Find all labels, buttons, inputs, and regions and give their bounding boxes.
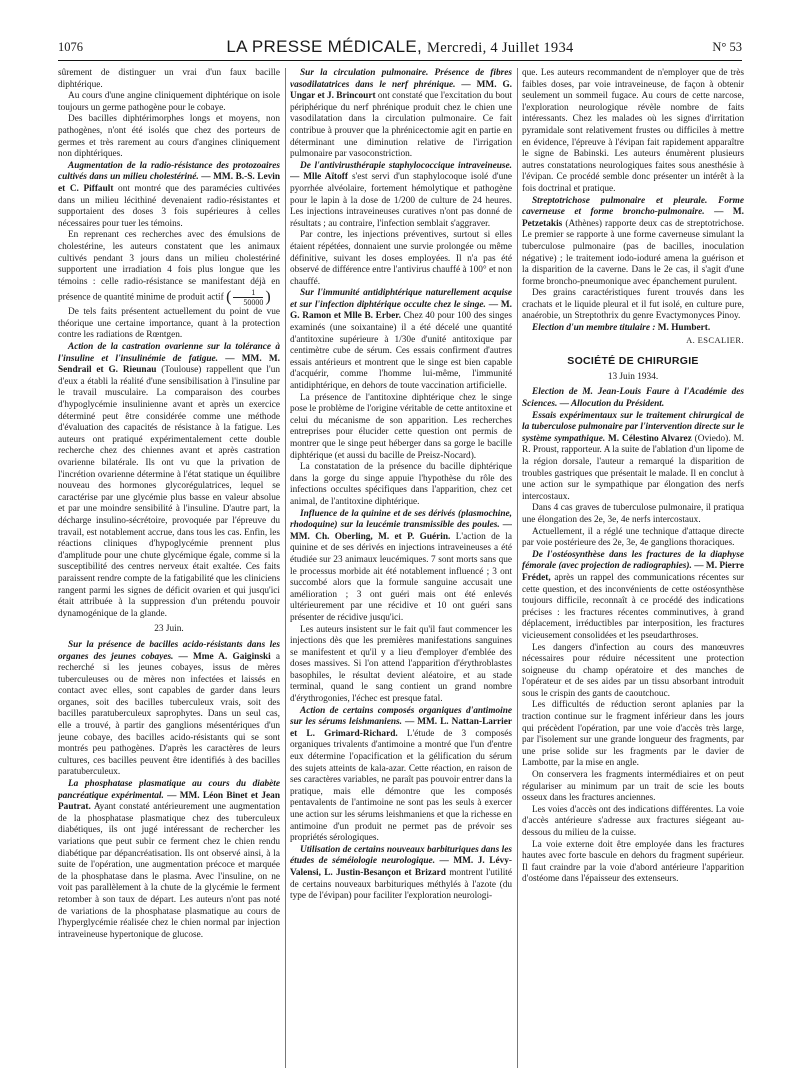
article-title: Action de certains composés organiques d'antimoine sur les sérums leishmaniens. [290,705,512,728]
election-note [522,323,744,335]
paragraph: Actuellement, il a réglé une technique d'attaque directe par voie postérieure des 2e, 3e, 4e ganglions thoraciques. [522,526,744,549]
paragraph-text: En reprenant ces recherches avec des émulsions de cholestérine, les auteurs constatent que les animaux cultivés pendant 3 jours dans un milieu cholestériné supportent une irradiation 4 fois plus longue que les témoins : celle radio-résistance se manifestant déjà en présence de quantité minime de produit actif [58,230,280,303]
fraction-numerator: 1 [233,288,263,298]
article [522,550,744,643]
article-title: Augmentation de la radio-résistance des protozoaires cultivés dans un milieu cholestériné. [58,160,280,183]
elected-member: M. Humbert. [657,323,711,334]
session-date: 23 Juin. [154,624,184,635]
article [58,779,280,941]
article-title: Sur la présence de bacilles acido-résistants dans les organes des jeunes cobayes. [58,639,280,662]
article-text: Chez 40 pour 100 des singes examinés (une soixantaine) il a été décelé une quantité d'antitoxine supérieure à 1/30e d'unité antitoxique par centimètre cube de sérum. Ces essais confirment d'autres essais antérieurs et montrent que le singe est bien capable d'acquérir, comme l'homme lui-même, l'immunité antidiphtérique, en dehors de toute vaccination artificielle. [290,311,512,392]
column-rule [517,68,518,1068]
issue-date: Mercredi, 4 Juillet 1934 [427,40,574,56]
article-text: Ayant constaté antérieurement une augmentation de la phosphatase plasmatique chez des tuberculeux diabétiques, ils ont jugé intéressant de rechercher les variations que peut subir ce ferment chez le chien rendu diabétique par dépancréatisation. Ils ont observé ainsi, à la suite de l'opération, une augmentation précoce et marquée de la phosphatase dans le plasma. Avec l'insuline, on ne voit pas parallèlement à la chute de la glycémie le ferment retomber à son taux de départ. Les auteurs n'ont pas noté de variations de la phosphatase plasmatique au cours de l'hyperglycémie réalisée chez le chien normal par injection intraveineuse hypertonique de glucose. [58,802,280,940]
article-authors: M. Célestino Alvarez [608,433,692,444]
article-text: après un rappel des communications récentes sur cette question, et des inconvénients de cette ostéosynthèse toujours difficile, reconnaît à ce procédé des indications précises : les fractures récentes comminutives, à grand déplacement, irréductibles par interposition, les fractures vicieusement consolidées et les pseudarthroses. [522,572,744,641]
paragraph [58,230,280,307]
article-title: Utilisation de certains nouveaux barbituriques dans les études de séméiologie neurologique. [290,844,512,867]
paragraph: Des grains caractéristiques furent trouvés dans les crachats et le liquide pleural et il fut isolé, en culture pure, anaérobie, un Streptothrix du genre Evactymonyces Pinoy. [522,288,744,322]
signature: A. ESCALIER. [686,334,744,345]
article-authors: — M. G. Ramon et Mlle B. Erber. [290,299,512,322]
article [58,640,280,779]
article-title: La phosphatase plasmatique au cours du diabète pancréatique expérimental. [58,779,280,801]
article [290,706,512,845]
session-date: 13 Juin 1934. [607,371,659,382]
article-title: Election d'un membre titulaire : [532,323,656,334]
article-title: De l'antivirusthérapie staphylococcique intraveineuse. [300,160,512,171]
article-title: Influence de la quinine et de ses dérivés (plasmochine, rhodoquine) sur la leucémie transmissible des poules. [290,508,512,531]
running-title [58,37,742,57]
article [290,161,512,231]
article-authors: — MM. B.-S. Levin et C. Piffault [58,172,280,194]
paragraph: Les voies d'accès ont des indications différentes. La voie d'accès antérieure s'adresse aux fractures siégeant au-dessous du milieu de la cuisse. [522,804,744,838]
page-number: 1076 [58,40,83,54]
article [58,342,280,620]
issue-number: N° 53 [712,40,742,54]
formula-paren: ( [226,288,232,306]
article-authors: — MM. Ch. Oberling, M. et P. Guérin. [290,520,512,542]
article-title: Action de la castration ovarienne sur la tolérance à l'insuline et l'insulinémie de fatigue. [58,342,280,364]
article-title: Essais expérimentaux sur le traitement chirurgical de la tuberculose pulmonaire par l'intervention directe sur le système sympathique. [522,410,744,444]
paragraph: que. Les auteurs recommandent de n'employer que de très faibles doses, par voie intraveineuse, de façon à obtenir seulement un sommeil fugace. Au cours de cette narcose, l'exploration neurologique révèle nombre de faits intéressants. Chez les malades où les signes d'irritation pyramidale sont relativement frustes ou difficiles à mettre en évidence, l'épreuve à l'évipan fait rapidement apparaître le signe de Babinski. Les auteurs énumèrent plusieurs autres constatations neurologiques faites sous anesthésie à l'évipan. Ce procédé semble donc présenter un intérêt à la fois doctrinal et pratique. [522,68,744,194]
article-title: Sur la circulation pulmonaire. Présence de fibres vasodilatatrices dans le nerf phrénique. [290,68,512,90]
article [290,509,512,625]
article-authors: — M. Pierre Frédet, [522,561,744,583]
article-authors: — MM. M. Sendrail et G. Rieunau [58,353,280,376]
article-text: (Athènes) rapporte deux cas de streptotrichose. Le premier se rapporte à une forme caverneuse simulant la tuberculose pulmonaire (pas de bacilles, inoculation négative) ; le traitement iodo-ioduré amena la guérison et la disparition de la caverne. Dans le 2e cas, il s'agit d'une forme broncho-pneumonique avec épanchement purulent. [522,218,744,287]
section-title: SOCIÉTÉ DE CHIRURGIE [567,355,699,368]
article-title: Streptotrichose pulmonaire et pleurale. Forme caverneuse et forme broncho-pulmonaire. [522,195,744,218]
paragraph: Par contre, les injections préventives, surtout si elles étaient répétées, donnaient une survie prolongée ou même définitive, suivant les doses employées. Il n'a pas été observé de différence entre l'antivirus chauffé à 100° et non chauffé. [290,230,512,287]
fraction-denominator: 50000 [243,298,264,308]
paragraph: Au cours d'une angine cliniquement diphtérique on isole toujours un germe pathogène pour le cobaye. [58,91,280,113]
paragraph: Dans 4 cas graves de tuberculose pulmonaire, il pratiqua une élongation des 2e, 3e, 4e nerfs intercostaux. [522,503,744,525]
paragraph: La voie externe doit être employée dans les fractures hautes avec forte bascule en dehors du fragment supérieur. Il faut craindre par la voie d'abord antérieure l'apparition d'ostéome dans l'épaisseur des extenseurs. [522,839,744,885]
article-authors: — MM. Léon Binet et Jean Pautrat. [58,790,280,813]
article [290,845,512,903]
paragraph: De tels faits présentent actuellement du point de vue théorique une certaine importance, quant à la protection contre les radiations de Rœntgen. [58,307,280,341]
article-text: ont constaté que l'excitation du bout périphérique du nerf phrénique produit chez le chien une vasodilatation dans la circulation pulmonaire. Ce fait contribue à prouver que la phrénicectomie agit en partie en déterminant une diminution relative de l'irrigation pulmonaire par vasoconstriction. [290,91,512,160]
article-text: a recherché si les jeunes cobayes, issus de mères tuberculeuses ou de mères non infectées et laissés en contact avec elles, sont capables de garder dans leurs organes, soit des bacilles tuberculeux vrais, soit des bacilles paratuberculeux saprophytes. Dans un seul cas, elle a trouvé, à partir des ganglions mésentériques d'un jeune cobaye, des bacilles acido-résistants qui se sont montrés peu pathogènes. D'après les caractères de leurs cultures, ces bacilles peuvent être identifiés à des bacilles paratuberculeux. [58,651,280,778]
article [522,196,744,289]
article [290,68,512,161]
paragraph: Les auteurs insistent sur le fait qu'il faut commencer les injections dès que les premières manifestations sanguines se manifestent et qu'il y a lieu d'employer d'emblée des doses massives. Si l'on attend l'apparition d'érythroblastes basophiles, le résultat devient aléatoire, et au stade terminal, quand le sang contient un grand nombre d'érythrogonies, l'échec est presque fatal. [290,624,512,705]
article-text: montrent l'utilité de certains nouveaux barbituriques méthylés à l'azote (du type de l'évipan) pour faciliter l'exploration neurologi- [290,867,512,902]
article-title: Sur l'immunité antidiphtérique naturellement acquise et sur l'infection diphtérique occulte chez le singe. [290,288,512,310]
paragraph: Les difficultés de réduction seront aplanies par la traction continue sur le fragment inférieur dans les jours qui précèdent l'opération, par une voie d'accès très large, par l'isolement sur une grande longueur des fragments, par une prise solide sur les fragments par le davier de Lambotte, par la mise en angle. [522,700,744,769]
article-authors: — Mme A. Gaiginski [178,651,271,662]
paragraph: sûrement de distinguer un vrai d'un faux bacille diphtérique. [58,68,280,90]
paragraph: Les dangers d'infection au cours des manœuvres nécessaires pour réduire nécessitent une protection soigneuse du champ opératoire et des manches de l'opérateur et de ses aides par un tissu absorbant introduit sous le crispin des gants de caoutchouc. [522,642,744,699]
article-text: L'action de la quinine et de ses dérivés en injections intraveineuses a été étudiée sur 23 animaux leucémiques. 7 sont morts sans que le processus morbide ait été notablement influencé ; 3 ont succombé alors que la formule sanguine accusait une amélioration ; 3 ont guéri mais ont été enlevés ultérieurement par une récidive et 10 ont guéri sans présenter de récidive jusqu'ici. [290,531,512,623]
article [522,411,744,504]
journal-name: LA PRESSE MÉDICALE, [226,37,423,56]
article-authors: — MM. J. Lévy-Valensi, L. Justin-Besançon et Brizard [290,856,512,878]
article-text: ont montré que des paramécies cultivées dans un milieu lécithiné devenaient radio-résistantes et supportaient des doses 3 fois supérieures à celles nécessaires pour tuer les témoins. [58,183,280,229]
paragraph: On conservera les fragments intermédiaires et on peut régulariser au minimum par un trait de scie les bouts osseux dans les fractures anciennes. [522,770,744,804]
article-authors: — M. Petzetakis [522,207,744,229]
article-authors: — MM. G. Ungar et J. Brincourt [290,79,512,102]
column-left [58,68,280,1068]
page-header [58,38,742,61]
paragraph: La présence de l'antitoxine diphtérique chez le singe pose le problème de l'origine véritable de cette antitoxine et celui du mécanisme de son apparition. Les recherches entreprises pour élucider cette question ont permis de montrer que le singe peut héberger dans sa gorge le bacille diphtérique (et aussi du bacille de Preisz-Nocard). [290,392,512,461]
article [290,288,512,392]
column-rule [285,68,286,1068]
article [58,161,280,231]
article-text: s'est servi d'un staphylocoque isolé d'une pyorrhée alvéolaire, fortement hémolytique et pathogène pour le lapin à la dose de 1/200 de culture de 24 heures. Les injections intraveineuses curatives n'ont pas donné de résultats ; au contraire, l'infection semblait s'aggraver. [290,172,512,229]
formula-paren: ) [265,288,271,306]
article-text: (Toulouse) rappellent que l'un d'eux a établi la réalité d'une sensibilisation à l'insuline par le travail musculaire. La comparaison des courbes d'hypoglycémie insulinienne avant et après un exercice déterminé peut être considérée comme une méthode d'évaluation des capacités de résistance à la fatigue. Les auteurs ont pratiqué expérimentalement cette double recherche chez des chiennes avant et après castration ovarienne bilatérale. Ils ont vu que la privation de l'incrétion ovarienne détermine à l'état statique un équilibre nouveau des hormones glycorégulatrices, lequel se caractérise par une glycémie plus basse en valeur absolue et par une moindre sensibilité à l'insuline. D'autre part, la décharge insulino-sécrétoire, provoquée par l'épreuve du travail, est notablement accrue, dans tous les cas. Enfin, les réactions cliniques d'hypoglycémie prennent plus d'amplitude pour une chute glycémique égale, comme si la susceptibilité des centres nerveux était exaltée. Ces faits paraissent rendre compte de la fatigabilité que les cliniciens rangent parmi les signes de déficit ovarien et qui jusqu'ici était attribuée à la suppression d'un prétendu pouvoir dynamogénique de la glande. [58,365,280,619]
article-text: (Oviedo). M. R. Proust, rapporteur. A la suite de l'ablation d'un lipome de la région dorsale, l'auteur a remarqué la disparition de troubles gastriques que présentait le malade. Il en conclut à une action sur le sympathique par élongation des nerfs intercostaux. [522,433,744,502]
fraction [233,288,263,307]
paragraph: Des bacilles diphtérimorphes longs et moyens, non pathogènes, n'ont été isolés que chez des porteurs de germes et très rarement au cours d'angines cliniquement non diphtériques. [58,114,280,160]
article-authors: — Mlle Aïtoff [290,172,348,183]
column-middle [290,68,512,1068]
article-title: Election de M. Jean-Louis Faure à l'Académie des Sciences. — Allocution du Président. [522,387,744,410]
article-title: De l'ostéosynthèse dans les fractures de la diaphyse fémorale (avec projection de radiographies). [522,549,744,572]
article-authors: — MM. L. Nattan-Larrier et L. Grimard-Richard. [290,717,512,739]
paragraph: La constatation de la présence du bacille diphtérique dans la gorge du singe appuie l'hypothèse du rôle des infections occultes spécifiques dans l'apparition, chez cet animal, de l'antitoxine diphtérique. [290,462,512,507]
column-right [522,68,744,1068]
article [522,387,744,410]
article-text: L'étude de 3 composés organiques trivalents d'antimoine a montré que l'un d'entre eux détermine l'opacification et la gélification du sérum des sujets atteints de kala-azar. Cette réaction, en raison de ses caractères variables, ne paraît pas pouvoir entrer dans la pratique, mais elle démontre que les composés pentavalents de l'antimoine ne sont pas les seuls à exercer une action sur les sérums leishmaniens et que la richesse en antimoine d'un produit ne permet pas de prévoir ses propriétés sérologiques. [290,728,512,844]
